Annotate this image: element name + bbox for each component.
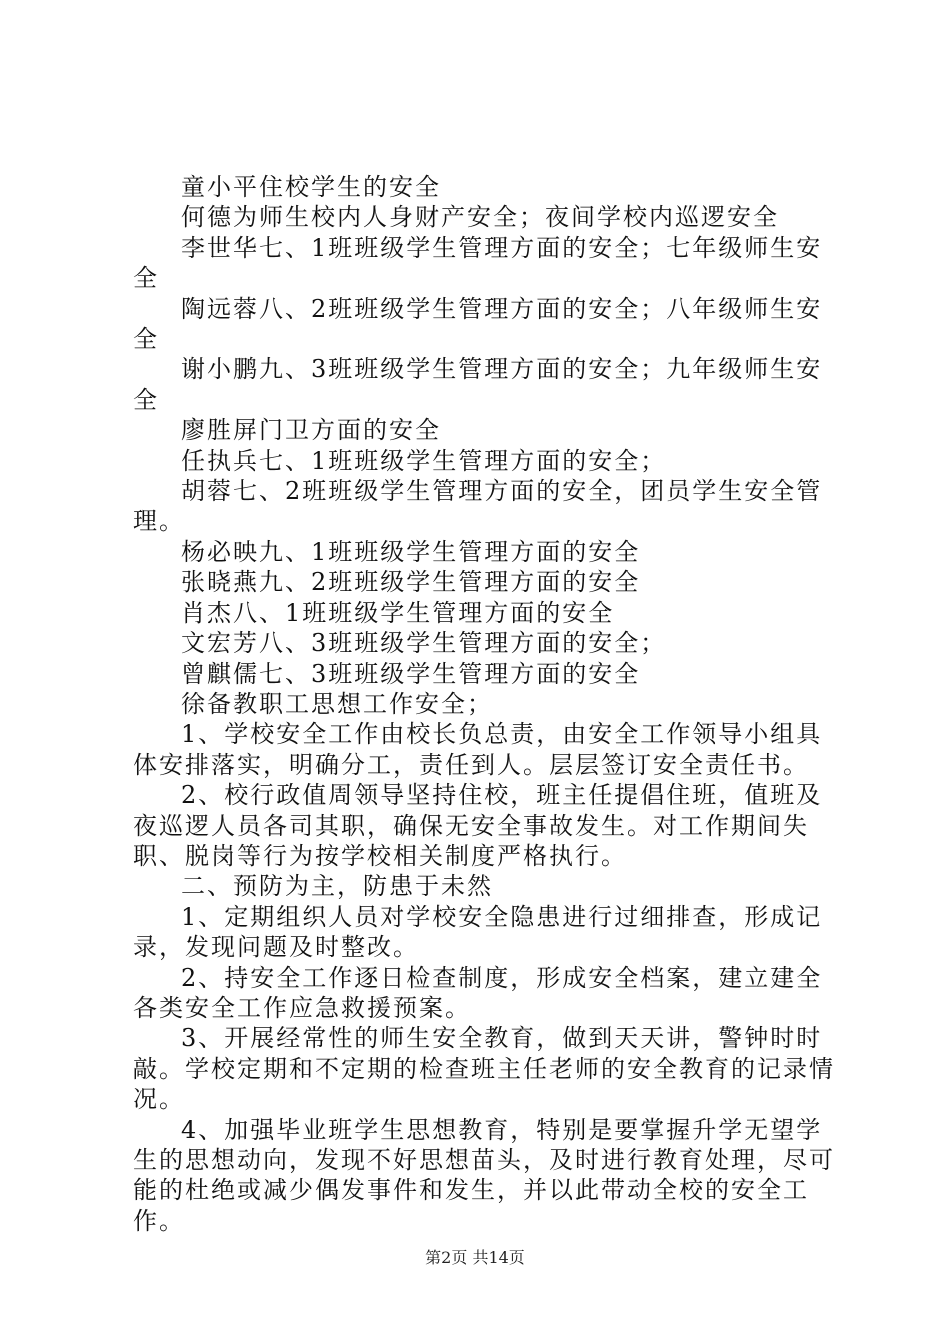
paragraph: 何德为师生校内人身财产安全；夜间学校内巡逻安全 (181, 203, 779, 232)
paragraph: 4、加强毕业班学生思想教育，特别是要掌握升学无望学生的思想动向，发现不好思想苗头，及时进行教育处理，尽可能的杜绝或减少偶发事件和发生，并以此带动全校的安全工作。 (133, 1115, 835, 1235)
paragraph: 曾麒儒七、3班班级学生管理方面的安全 (181, 659, 641, 688)
paragraph: 3、开展经常性的师生安全教育，做到天天讲，警钟时时敲。学校定期和不定期的检查班主任老师的安全教育的记录情况。 (133, 1024, 835, 1114)
paragraph: 徐备教职工思想工作安全； (181, 689, 493, 718)
paragraph: 张晓燕九、2班班级学生管理方面的安全 (181, 568, 641, 597)
paragraph: 童小平住校学生的安全 (181, 173, 441, 201)
paragraph: 任执兵七、1班班级学生管理方面的安全； (181, 446, 667, 475)
paragraph: 陶远蓉八、2班班级学生管理方面的安全；八年级师生安全 (133, 294, 823, 354)
paragraph: 谢小鹏九、3班班级学生管理方面的安全；九年级师生安全 (133, 355, 823, 414)
document-body (133, 172, 845, 1236)
paragraph: 2、持安全工作逐日检查制度，形成安全档案，建立建全各类安全工作应急救援预案。 (133, 963, 823, 1022)
paragraph: 2、校行政值周领导坚持住校，班主任提倡住班，值班及夜巡逻人员各司其职，确保无安全事故发生。对工作期间失职、脱岗等行为按学校相关制度严格执行。 (133, 781, 823, 870)
paragraph: 杨必映九、1班班级学生管理方面的安全 (181, 537, 641, 566)
page-footer: 第2页 共14页 (425, 1248, 525, 1267)
paragraph: 廖胜屏门卫方面的安全 (181, 416, 441, 445)
section-heading: 二、预防为主，防患于未然 (181, 872, 493, 901)
paragraph: 文宏芳八、3班班级学生管理方面的安全； (181, 629, 667, 658)
paragraph: 胡蓉七、2班班级学生管理方面的安全，团员学生安全管理。 (133, 477, 823, 536)
paragraph: 1、学校安全工作由校长负总责，由安全工作领导小组具体安排落实，明确分工，责任到人。层层签订安全责任书。 (133, 720, 823, 779)
paragraph: 李世华七、1班班级学生管理方面的安全；七年级师生安全 (133, 233, 823, 293)
paragraph: 1、定期组织人员对学校安全隐患进行过细排查，形成记录，发现问题及时整改。 (133, 902, 823, 962)
paragraph: 肖杰八、1班班级学生管理方面的安全 (181, 598, 615, 627)
